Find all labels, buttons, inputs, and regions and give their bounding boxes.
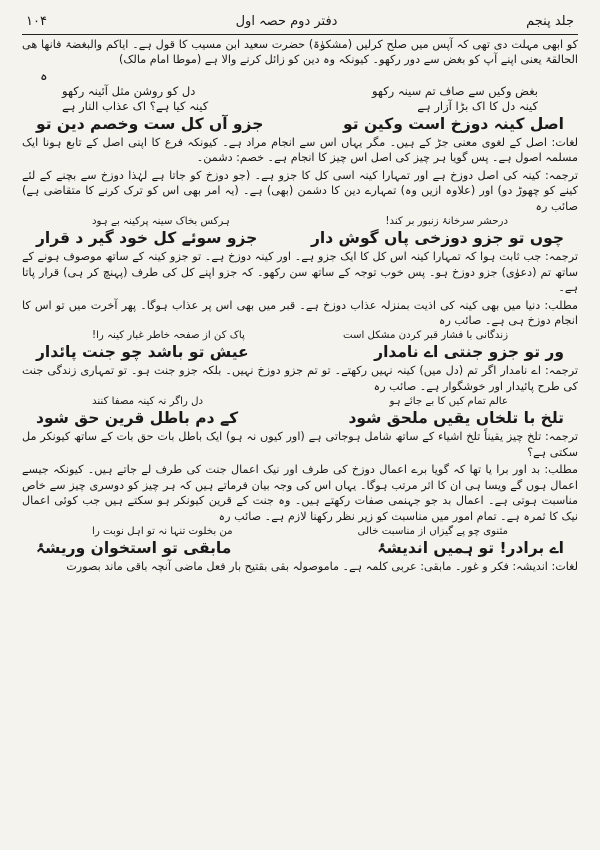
hemistich-right: چوں تو جزو دوزخی پاں گوش دار (310, 229, 564, 248)
persian-couplet-2 (22, 330, 578, 341)
page-header (22, 8, 578, 35)
hemistich-left: من بخلوت تنہا نہ تو اہل نوبت را (92, 526, 233, 538)
hemistich-right: کینہ دل کا اک بڑا آزار ہے (417, 98, 538, 113)
matlab-paragraph-2: مطلب: بد اور برا یا تھا کہ گویا برے اعمال دوزخ کی طرف اور نیک اعمال جنت کی طرف لے جاتے ہیں۔ کیونکہ جیسے اعمال ہوں گے ویسا ہی ان کا اثر مرتب ہوگا۔ یہاں اس کی وجہ بیان فرماتے ہیں کہ ہر چیز کو دوسری چیز سے خاص مناسبت ہوتی ہے۔ اعمال بد جو جہنمی صفات رکھتے ہیں۔ وہ جنت کے قرین کیونکر ہو سکتے ہیں جب کوئی اعمال نیک کا ثمرہ ہے۔ تمام امور میں مناسبت کو زیر نظر رکھنا لازم ہے۔ صائب رہ (22, 463, 578, 523)
section-title: دفتر دوم حصہ اول (235, 13, 338, 29)
hemistich-left: ہرکس بخاک سینہ پرکینہ بے ہود (92, 216, 230, 228)
persian-couplet-1 (22, 216, 578, 227)
hemistich-left: کینہ کیا ہے؟ اک عذاب النار ہے (62, 98, 209, 113)
main-verse-5 (22, 539, 578, 557)
tarjama-paragraph-2: ترجمہ: جب ثابت ہوا کہ تمہارا کینہ اس کل کا ایک جزو ہے۔ اور کینہ دوزخ ہے۔ تو جزو کینہ کے ساتھ موصوف ہونے کے ساتھ تم (دعوٰی) جزو دوزخ ہو۔ پس خوب توجہ کے ساتھ سن رکھو۔ کہ جزو اپنے کل کی طرف (پہنچ کر ہی) قرار پاتا ہے۔ (22, 250, 578, 295)
hemistich-right: اصل کینہ دوزخ است وکین تو (343, 114, 564, 133)
hemistich-right: ور تو جزو جنتی اے نامدار (374, 343, 564, 362)
matlab-paragraph-1: مطلب: دنیا میں بھی کینہ کی اذیت بمنزلہ عذاب دوزخ ہے۔ قبر میں بھی اس پر عذاب ہوگا۔ پھر آخرت میں تو اس کا انجام دوزخ ہی ہے۔ صائب رہ (22, 298, 578, 327)
couplet-urdu-2 (22, 99, 578, 113)
hemistich-left: جزو آں کل ست وخصم دین تو (36, 114, 264, 133)
hemistich-right: تلخ با تلخاں یقیں ملحق شود (348, 409, 564, 428)
hemistich-right: مثنوی چو پے گیزاں از مناسبت خالی (357, 526, 508, 538)
hemistich-left: عیش تو باشد چو جنت پائدار (36, 343, 249, 362)
hemistich-right: عالم تمام کیں کا بے جائے ہو (389, 396, 508, 408)
page-number: ۱۰۴ (26, 13, 47, 29)
main-verse-2 (22, 229, 578, 247)
intro-paragraph: کو ابھی مہلت دی تھی کہ آپس میں صلح کرلیں (مشکوٰۃ) حضرت سعید ابن مسیب کا قول ہے۔ ایاکم والبغضۃ فانھا ھی الحالقۃ یعنی اپنے آپ کو بغض سے دور رکھو۔ کیونکہ وہ دین کو زائل کرنے والا ہے (موطا امام مالک) (22, 38, 578, 67)
main-verse-4 (22, 409, 578, 427)
hemistich-right: زندگانی با فشار قبر کردن مشکل است (342, 330, 508, 342)
lughat-paragraph-1: لغات: اصل کے لغوی معنی جڑ کے ہیں۔ مگر یہاں اس سے انجام مراد ہے۔ کیونکہ فرع کا اپنی اصل کے تابع ہونا ایک مسلمہ اصول ہے۔ پس گویا ہر چیز کی اصل اس چیز کا انجام ہے۔ خصم: دشمن۔ (22, 135, 578, 165)
couplet-urdu-1 (22, 84, 578, 98)
hemistich-left: مابقی تو استخوان وریشۂ (36, 539, 232, 558)
tarjama-paragraph-4: ترجمہ: تلخ چیز یقیناً تلخ اشیاء کے ساتھ شامل ہوجاتی ہے (اور کیوں نہ ہو) ایک باطل بات حق بات کے ساتھ کیونکر مل سکتی ہے؟ (22, 430, 578, 459)
hemistich-right: درحشر سرخانۂ زنبور بر کند! (385, 216, 508, 228)
lughat-paragraph-2: لغات: اندیشہ: فکر و غور۔ مابقی: عربی کلمہ ہے۔ ماموصولہ بقی بقتیح بار فعل ماضی آنچہ باقی ماند بصورت (66, 560, 578, 574)
hemistich-left: دل راگر نہ کینہ مصفا کنند (92, 396, 204, 408)
hemistich-right: بغض وکیں سے صاف تم سینہ رکھو (371, 83, 538, 98)
persian-couplet-4 (22, 526, 578, 537)
hemistich-left: کے دم باطل قرین حق شود (36, 409, 239, 428)
main-verse-3 (22, 343, 578, 361)
hemistich-right: اے برادر! تو ہمیں اندیشۂ (377, 539, 564, 558)
hemistich-left: پاک کن از صفحہ خاطر غبار کینہ را! (92, 330, 245, 342)
tarjama-paragraph-3: ترجمہ: اے نامدار اگر تم (دل میں) کینہ نہیں رکھتے۔ تو تم جزو دوزخ نہیں۔ بلکہ جزو جنت ہو۔ تو تمہاری زندگی جنت کی طرح پائیدار اور خوشگوار ہے۔ صائب رہ (22, 364, 578, 393)
ornament-mark: ہ (40, 68, 48, 84)
tarjama-paragraph-1: ترجمہ: کینہ کی اصل دوزخ ہے اور تمہارا کینہ اسی کل کا جزو ہے۔ (جو دوزخ کو جاتا ہے لہٰذا دوزخ سے بچنے کے لئے کینے کو چھوڑ دو) اور (علاوہ ازیں وہ) تمہارے دین کا دشمن (بھی) ہے۔ (یہ امر بھی اس کو ترک کرنے کا متقاضی ہے) صائب رہ (22, 168, 578, 213)
volume-label: جلد پنجم (526, 13, 574, 29)
hemistich-left: جزو سوئے کل خود گیر د قرار (36, 229, 258, 248)
main-verse-1 (22, 115, 578, 133)
hemistich-left: دل کو روشن مثل آئینہ رکھو (62, 83, 196, 98)
persian-couplet-3 (22, 396, 578, 407)
